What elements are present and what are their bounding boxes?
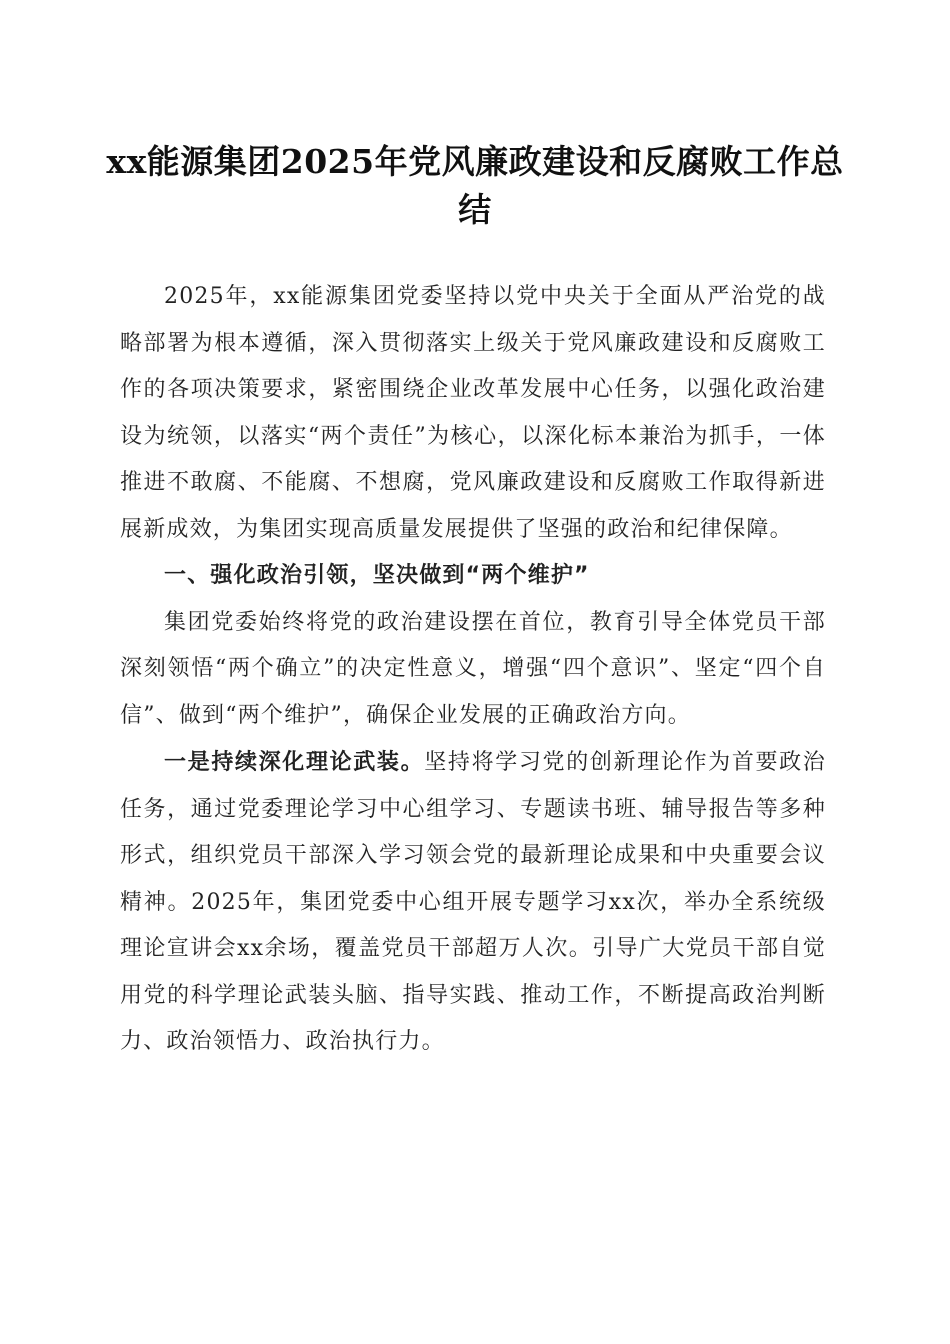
item-1-lead: 一是持续深化理论武装。	[164, 749, 425, 775]
section-1-paragraph: 集团党委始终将党的政治建设摆在首位，教育引导全体党员干部深刻领悟“两个确立”的决定性意义，增强“四个意识”、坚定“四个自信”、做到“两个维护”，确保企业发展的正确政治方向。	[120, 609, 826, 728]
document-body	[120, 274, 826, 1066]
intro-paragraph: 2025年，xx能源集团党委坚持以党中央关于全面从严治党的战略部署为根本遵循，深入贯彻落实上级关于党风廉政建设和反腐败工作的各项决策要求，紧密围绕企业改革发展中心任务，以强化政治建设为统领，以落实“两个责任”为核心，以深化标本兼治为抓手，一体推进不敢腐、不能腐、不想腐，党风廉政建设和反腐败工作取得新进展新成效，为集团实现高质量发展提供了坚强的政治和纪律保障。	[120, 284, 826, 542]
item-1-text: 坚持将学习党的创新理论作为首要政治任务，通过党委理论学习中心组学习、专题读书班、辅导报告等多种形式，组织党员干部深入学习领会党的最新理论成果和中央重要会议精神。2025年，集团党委中心组开展专题学习xx次，举办全系统级理论宣讲会xx余场，覆盖党员干部超万人次。引导广大党员干部自觉用党的科学理论武装头脑、指导实践、推动工作，不断提高政治判断力、政治领悟力、政治执行力。	[120, 750, 826, 1054]
section-1-item-1	[120, 739, 826, 1066]
document-title: xx能源集团2025年党风廉政建设和反腐败工作总结	[106, 142, 844, 229]
section-1-heading: 一、强化政治引领，坚决做到“两个维护”	[164, 563, 590, 588]
